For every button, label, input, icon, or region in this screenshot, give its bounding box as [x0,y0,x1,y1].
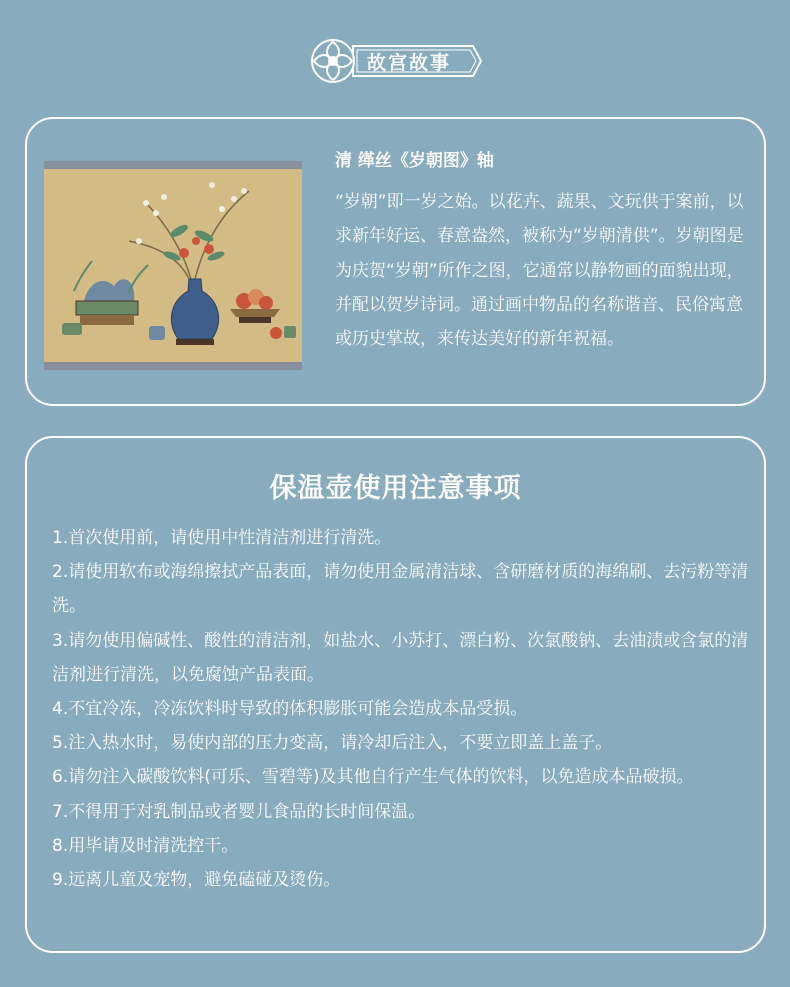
list-item: 8.用毕请及时清洗控干。 [52,835,239,856]
list-item: 3.请勿使用偏碱性、酸性的清洁剂，如盐水、小苏打、漂白粉、次氯酸钠、去油渍或含氯的清洁剂进行清洗，以免腐蚀产品表面。 [52,630,749,685]
tips-list [52,521,752,897]
list-item: 1.首次使用前，请使用中性清洁剂进行清洗。 [52,528,392,548]
story-body: “岁朝”即一岁之始。以花卉、蔬果、文玩供于案前，以求新年好运、春意盎然，被称为“岁朝清供”。岁朝图是为庆贺“岁朝”所作之图，它通常以静物画的面貌出现，并配以贺岁诗词。通过画中物品的名称谐音、民俗寓意或历史掌故，来传达美好的新年祝福。 [335,192,744,350]
tips-title: 保温壶使用注意事项 [269,473,522,504]
list-item: 4.不宜冷冻，冷冻饮料时导致的体积膨胀可能会造成本品受损。 [52,699,528,720]
story-card [25,117,766,406]
section-badge [305,34,483,88]
list-item: 7.不得用于对乳制品或者婴儿食品的长时间保温。 [52,801,426,822]
story-title: 清 缂丝《岁朝图》轴 [335,151,494,171]
list-item: 5.注入热水时，易使内部的压力变高，请冷却后注入，不要立即盖上盖子。 [52,733,613,754]
tips-card [25,436,766,953]
painting-image [44,161,302,370]
list-item: 6.请勿注入碳酸饮料(可乐、雪碧等)及其他自行产生气体的饮料，以免造成本品破损。 [52,767,694,788]
list-item: 2.请使用软布或海绵擦拭产品表面，请勿使用金属清洁球、含研磨材质的海绵刷、去污粉等清洗。 [52,562,749,617]
list-item: 9.远离儿童及宠物，避免磕碰及烫伤。 [52,870,341,891]
badge-label: 故宫故事 [367,52,452,74]
ornamental-flower-icon [312,40,354,82]
